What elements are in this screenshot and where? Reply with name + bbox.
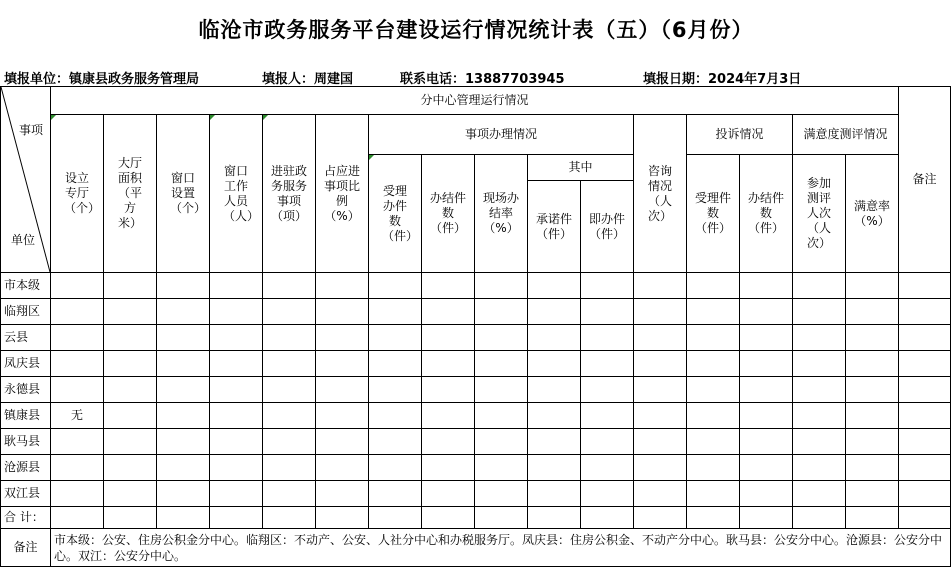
table-cell[interactable] [104, 273, 157, 299]
table-cell[interactable] [528, 377, 581, 403]
table-cell[interactable] [581, 481, 634, 507]
col-completed: 办结件数（件） [422, 155, 475, 273]
statistics-table-wrapper [0, 86, 951, 567]
table-cell[interactable] [316, 377, 369, 403]
table-cell[interactable] [740, 325, 793, 351]
table-cell[interactable] [475, 377, 528, 403]
table-cell[interactable] [210, 429, 263, 455]
table-cell[interactable] [581, 273, 634, 299]
table-cell[interactable] [104, 481, 157, 507]
corner-item-label: 事项 [19, 123, 44, 137]
cell-setup[interactable] [51, 273, 104, 299]
table-cell[interactable] [210, 299, 263, 325]
reporting-unit: 填报单位：镇康县政务服务管理局 [4, 72, 200, 87]
table-cell[interactable] [528, 325, 581, 351]
col-onsite-rate: 现场办结率（%） [475, 155, 528, 273]
table-cell[interactable] [687, 403, 740, 429]
table-cell[interactable] [157, 299, 210, 325]
col-windows: 窗口设置（个） [157, 115, 210, 273]
table-cell[interactable] [740, 429, 793, 455]
table-cell[interactable] [528, 455, 581, 481]
table-cell[interactable] [422, 481, 475, 507]
total-cell[interactable] [899, 507, 951, 529]
row-unit-label: 耿马县 [1, 429, 51, 455]
table-cell[interactable] [793, 325, 846, 351]
table-cell[interactable] [528, 299, 581, 325]
table-cell[interactable] [581, 429, 634, 455]
col-accepted: 受理办件数（件） [369, 155, 422, 273]
table-cell[interactable] [581, 403, 634, 429]
row-unit-label: 永德县 [1, 377, 51, 403]
table-cell[interactable] [846, 299, 899, 325]
table-cell[interactable] [634, 273, 687, 299]
total-cell[interactable] [51, 507, 104, 529]
table-cell[interactable] [634, 377, 687, 403]
table-cell[interactable] [846, 377, 899, 403]
table-cell[interactable] [899, 325, 951, 351]
total-cell[interactable] [263, 507, 316, 529]
contact-phone: 联系电话：13887703945 [400, 72, 565, 87]
total-cell[interactable] [581, 507, 634, 529]
table-cell[interactable] [634, 351, 687, 377]
table-cell[interactable] [899, 351, 951, 377]
total-row [1, 507, 951, 529]
table-cell[interactable] [740, 377, 793, 403]
remarks-row [1, 529, 951, 567]
table-cell[interactable] [157, 273, 210, 299]
table-cell[interactable] [740, 481, 793, 507]
row-unit-label: 沧源县 [1, 455, 51, 481]
table-cell[interactable] [475, 273, 528, 299]
table-cell[interactable] [846, 325, 899, 351]
table-cell[interactable] [263, 273, 316, 299]
table-cell[interactable] [263, 481, 316, 507]
table-row [1, 273, 951, 299]
col-area: 大厅面积（平方米） [104, 115, 157, 273]
group-header-handling: 事项办理情况 [369, 115, 634, 155]
table-cell[interactable] [316, 481, 369, 507]
table-row [1, 403, 951, 429]
col-c-completed: 办结件数（件） [740, 155, 793, 273]
total-cell[interactable] [793, 507, 846, 529]
table-cell[interactable] [157, 455, 210, 481]
row-unit-label: 镇康县 [1, 403, 51, 429]
table-cell[interactable] [157, 377, 210, 403]
col-remark: 备注 [899, 87, 951, 273]
table-cell[interactable] [793, 299, 846, 325]
table-cell[interactable] [369, 351, 422, 377]
col-setup: 设立专厅（个） [51, 115, 104, 273]
cell-setup[interactable]: 无 [51, 403, 104, 429]
cell-setup[interactable] [51, 351, 104, 377]
cell-setup[interactable] [51, 455, 104, 481]
table-cell[interactable] [210, 377, 263, 403]
col-satisfaction: 满意率（%） [846, 155, 899, 273]
comment-marker [369, 155, 374, 160]
table-cell[interactable] [422, 455, 475, 481]
table-cell[interactable] [528, 481, 581, 507]
total-cell[interactable] [687, 507, 740, 529]
table-cell[interactable] [422, 351, 475, 377]
table-cell[interactable] [210, 351, 263, 377]
corner-header-cell [1, 87, 51, 273]
col-c-accepted: 受理件数（件） [687, 155, 740, 273]
total-label: 合 计： [1, 507, 51, 529]
table-cell[interactable] [793, 403, 846, 429]
table-cell[interactable] [157, 429, 210, 455]
table-cell[interactable] [740, 299, 793, 325]
table-row [1, 429, 951, 455]
table-cell[interactable] [793, 455, 846, 481]
table-cell[interactable] [316, 429, 369, 455]
table-cell[interactable] [475, 325, 528, 351]
remarks-text: 市本级：公安、住房公积金分中心。临翔区：不动产、公安、人社分中心和办税服务厅。凤庆县：住房公积金、不动产分中心。耿马县：公安分中心。沧源县：公安分中心。双江：公安分中心。 [51, 529, 951, 567]
table-cell[interactable] [475, 351, 528, 377]
table-cell[interactable] [528, 351, 581, 377]
total-cell[interactable] [210, 507, 263, 529]
table-cell[interactable] [475, 403, 528, 429]
row-unit-label: 双江县 [1, 481, 51, 507]
cell-setup[interactable] [51, 481, 104, 507]
col-consult: 咨询情况（人次） [634, 115, 687, 273]
table-cell[interactable] [210, 481, 263, 507]
table-cell[interactable] [369, 299, 422, 325]
table-cell[interactable] [846, 429, 899, 455]
row-unit-label: 市本级 [1, 273, 51, 299]
table-cell[interactable] [846, 403, 899, 429]
total-cell[interactable] [740, 507, 793, 529]
table-cell[interactable] [581, 299, 634, 325]
total-cell[interactable] [104, 507, 157, 529]
table-cell[interactable] [210, 325, 263, 351]
row-unit-label: 凤庆县 [1, 351, 51, 377]
table-cell[interactable] [846, 481, 899, 507]
group-header-among: 其中 [528, 155, 634, 181]
table-cell[interactable] [634, 455, 687, 481]
table-cell[interactable] [263, 403, 316, 429]
table-cell[interactable] [157, 325, 210, 351]
table-cell[interactable] [316, 299, 369, 325]
table-row [1, 325, 951, 351]
table-cell[interactable] [846, 273, 899, 299]
table-cell[interactable] [528, 273, 581, 299]
table-cell[interactable] [422, 299, 475, 325]
comment-marker [210, 115, 215, 120]
table-cell[interactable] [104, 325, 157, 351]
table-cell[interactable] [263, 429, 316, 455]
statistics-table [0, 86, 951, 567]
table-cell[interactable] [210, 273, 263, 299]
table-cell[interactable] [634, 403, 687, 429]
cell-setup[interactable] [51, 325, 104, 351]
table-cell[interactable] [316, 455, 369, 481]
table-cell[interactable] [899, 481, 951, 507]
table-cell[interactable] [422, 377, 475, 403]
table-cell[interactable] [687, 325, 740, 351]
comment-marker [51, 115, 56, 120]
comment-marker [263, 115, 268, 120]
table-cell[interactable] [899, 299, 951, 325]
table-cell[interactable] [687, 273, 740, 299]
table-cell[interactable] [263, 455, 316, 481]
table-cell[interactable] [422, 325, 475, 351]
table-cell[interactable] [687, 481, 740, 507]
table-cell[interactable] [475, 455, 528, 481]
table-cell[interactable] [793, 351, 846, 377]
cell-setup[interactable] [51, 299, 104, 325]
row-unit-label: 云县 [1, 325, 51, 351]
table-cell[interactable] [369, 377, 422, 403]
table-row [1, 377, 951, 403]
col-promise: 承诺件（件） [528, 181, 581, 273]
table-cell[interactable] [793, 429, 846, 455]
table-cell[interactable] [793, 481, 846, 507]
total-cell[interactable] [634, 507, 687, 529]
table-cell[interactable] [104, 429, 157, 455]
table-cell[interactable] [846, 351, 899, 377]
table-cell[interactable] [422, 273, 475, 299]
table-cell[interactable] [899, 377, 951, 403]
group-header-main: 分中心管理运行情况 [51, 87, 899, 115]
table-cell[interactable] [687, 351, 740, 377]
total-cell[interactable] [157, 507, 210, 529]
col-participants: 参加测评人次（人次） [793, 155, 846, 273]
row-unit-label: 临翔区 [1, 299, 51, 325]
table-cell[interactable] [475, 429, 528, 455]
table-cell[interactable] [157, 403, 210, 429]
table-cell[interactable] [740, 351, 793, 377]
table-cell[interactable] [475, 299, 528, 325]
col-staff: 窗口工作人员（人） [210, 115, 263, 273]
table-cell[interactable] [316, 351, 369, 377]
total-cell[interactable] [528, 507, 581, 529]
table-cell[interactable] [316, 403, 369, 429]
table-cell[interactable] [793, 377, 846, 403]
table-cell[interactable] [263, 299, 316, 325]
table-cell[interactable] [104, 403, 157, 429]
table-row [1, 299, 951, 325]
table-cell[interactable] [104, 351, 157, 377]
table-cell[interactable] [104, 377, 157, 403]
table-row [1, 481, 951, 507]
table-cell[interactable] [740, 403, 793, 429]
table-cell[interactable] [369, 481, 422, 507]
table-cell[interactable] [369, 429, 422, 455]
table-cell[interactable] [846, 455, 899, 481]
total-cell[interactable] [316, 507, 369, 529]
table-cell[interactable] [157, 481, 210, 507]
table-cell[interactable] [475, 481, 528, 507]
table-cell[interactable] [581, 455, 634, 481]
remarks-label: 备注 [1, 529, 51, 567]
table-cell[interactable] [740, 273, 793, 299]
table-cell[interactable] [581, 325, 634, 351]
table-cell[interactable] [634, 429, 687, 455]
table-cell[interactable] [369, 455, 422, 481]
table-cell[interactable] [210, 403, 263, 429]
table-cell[interactable] [369, 403, 422, 429]
cell-setup[interactable] [51, 377, 104, 403]
table-cell[interactable] [422, 429, 475, 455]
page-title: 临沧市政务服务平台建设运行情况统计表（五）（6月份） [198, 18, 754, 42]
table-cell[interactable] [316, 325, 369, 351]
table-cell[interactable] [687, 299, 740, 325]
table-cell[interactable] [899, 455, 951, 481]
table-cell[interactable] [899, 403, 951, 429]
table-cell[interactable] [687, 455, 740, 481]
table-cell[interactable] [528, 429, 581, 455]
table-cell[interactable] [369, 273, 422, 299]
total-cell[interactable] [369, 507, 422, 529]
table-cell[interactable] [687, 429, 740, 455]
report-date: 填报日期：2024年7月3日 [643, 72, 802, 87]
table-cell[interactable] [104, 455, 157, 481]
table-cell[interactable] [634, 325, 687, 351]
table-cell[interactable] [157, 351, 210, 377]
table-cell[interactable] [687, 377, 740, 403]
table-cell[interactable] [263, 351, 316, 377]
total-cell[interactable] [422, 507, 475, 529]
table-cell[interactable] [316, 273, 369, 299]
table-cell[interactable] [634, 481, 687, 507]
reporter: 填报人：周建国 [262, 72, 354, 87]
table-cell[interactable] [104, 299, 157, 325]
table-cell[interactable] [793, 273, 846, 299]
col-instant: 即办件（件） [581, 181, 634, 273]
group-header-satisfaction: 满意度测评情况 [793, 115, 899, 155]
table-cell[interactable] [210, 455, 263, 481]
table-cell[interactable] [634, 299, 687, 325]
table-row [1, 455, 951, 481]
table-cell[interactable] [740, 455, 793, 481]
table-cell[interactable] [263, 377, 316, 403]
group-header-complaint: 投诉情况 [687, 115, 793, 155]
corner-unit-label: 单位 [11, 233, 36, 247]
table-cell[interactable] [528, 403, 581, 429]
table-cell[interactable] [369, 325, 422, 351]
table-cell[interactable] [899, 429, 951, 455]
table-cell[interactable] [581, 351, 634, 377]
table-cell[interactable] [422, 403, 475, 429]
col-ratio: 占应进事项比例（%） [316, 115, 369, 273]
total-cell[interactable] [475, 507, 528, 529]
table-row [1, 351, 951, 377]
table-cell[interactable] [899, 273, 951, 299]
total-cell[interactable] [846, 507, 899, 529]
table-cell[interactable] [581, 377, 634, 403]
cell-setup[interactable] [51, 429, 104, 455]
col-items: 进驻政务服务事项（项） [263, 115, 316, 273]
table-cell[interactable] [263, 325, 316, 351]
